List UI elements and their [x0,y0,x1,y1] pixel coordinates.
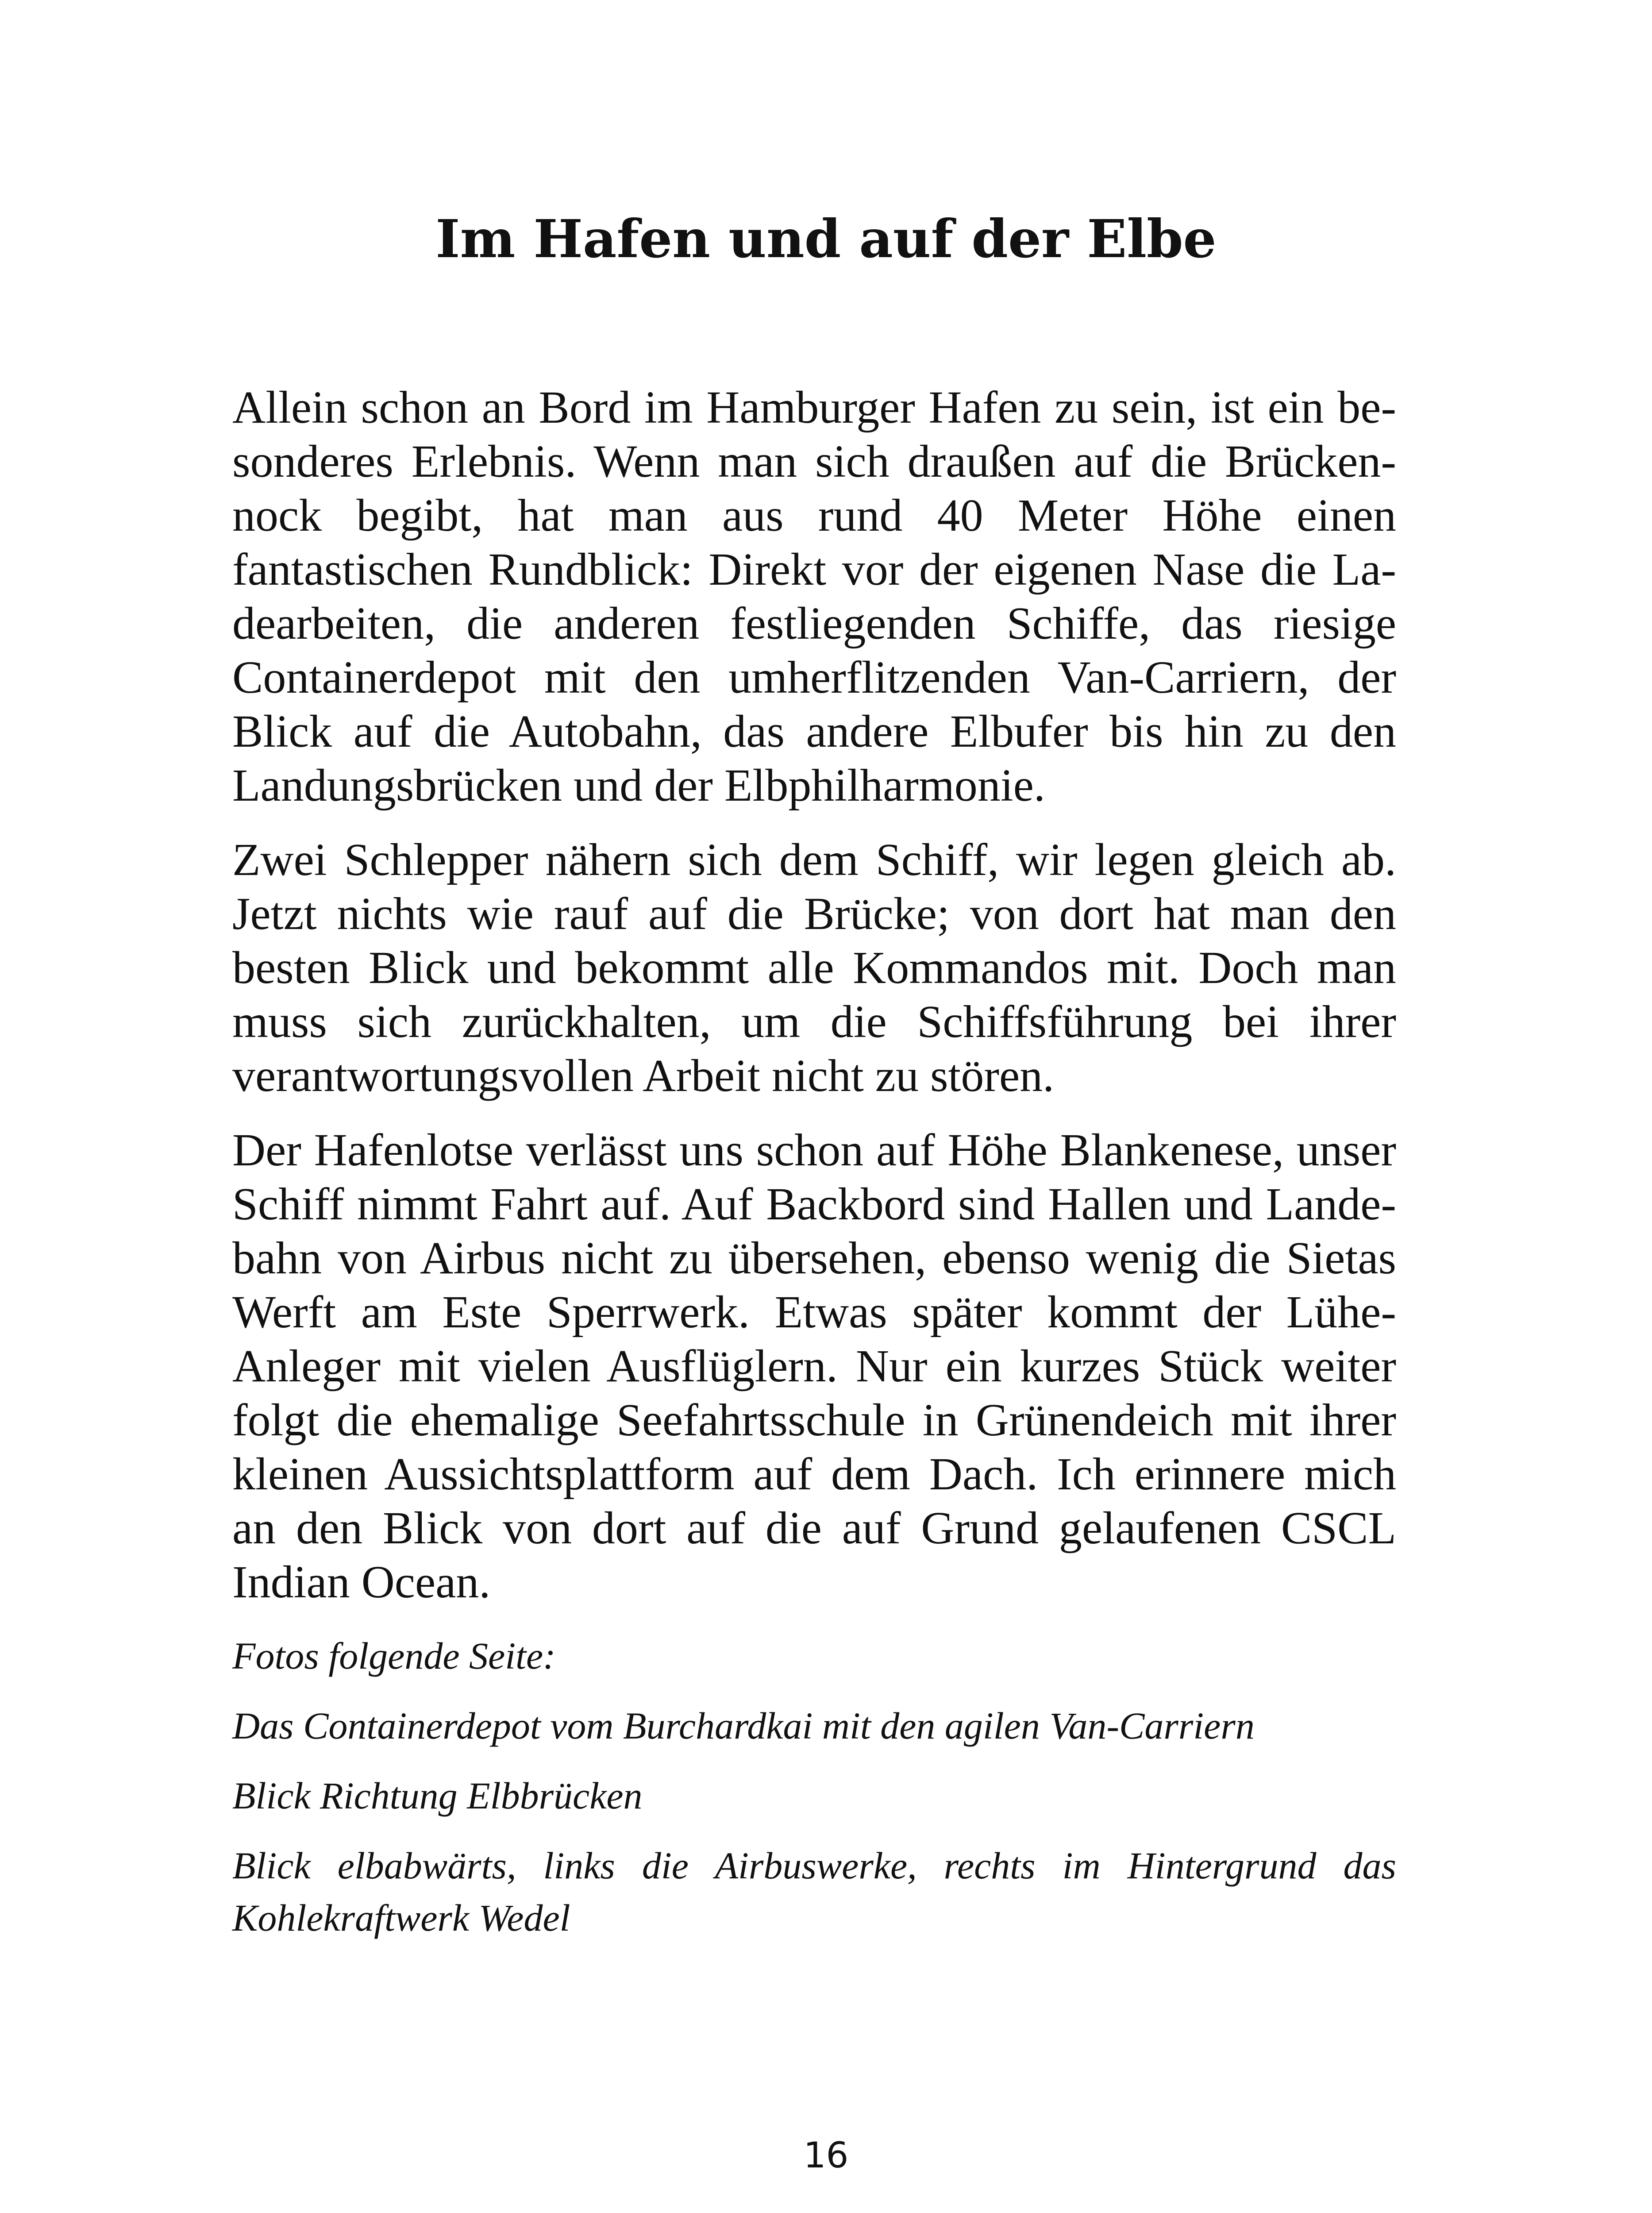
caption-photos-heading [232,1630,1396,1682]
text-line: Werft am Este Sperrwerk. Etwas später kommt der Lühe- [232,1287,1396,1338]
text-line: Allein schon an Bord im Hamburger Hafen zu sein, ist ein be- [232,382,1396,433]
caption-containerdepot [232,1700,1396,1752]
text-line: Landungsbrücken und der Elbphilharmonie. [232,760,1045,811]
text-line: muss sich zurückhalten, um die Schiffsführung bei ihrer [232,996,1396,1047]
text-line: Blick auf die Autobahn, das andere Elbufer bis hin zu den [232,706,1396,757]
text-line: nock begibt, hat man aus rund 40 Meter Höhe einen [232,490,1396,541]
text-line: folgt die ehemalige Seefahrtsschule in Grünendeich mit ihrer [232,1395,1396,1446]
caption-line: Fotos folgende Seite: [232,1635,556,1677]
text-line: Indian Ocean. [232,1557,491,1608]
text-line: Jetzt nichts wie rauf auf die Brücke; von dort hat man den [232,888,1396,939]
paragraph-3 [232,1123,1396,1609]
paragraph-1 [232,381,1396,813]
caption-line: Blick Richtung Elbbrücken [232,1774,643,1817]
caption-line: Blick elbabwärts, links die Airbuswerke, rechts im Hintergrund das [232,1844,1396,1887]
text-line: sonderes Erlebnis. Wenn man sich draußen auf die Brücken- [232,436,1396,487]
text-line: Der Hafenlotse verlässt uns schon auf Höhe Blankenese, unser [232,1125,1396,1176]
text-line: Containerdepot mit den umherflitzenden Van-Carriern, der [232,652,1396,703]
text-line: kleinen Aussichtsplattform auf dem Dach. Ich erinnere mich [232,1449,1396,1500]
text-line: dearbeiten, die anderen festliegenden Schiffe, das riesige [232,598,1396,649]
paragraph-2 [232,833,1396,1103]
text-line: besten Blick und bekommt alle Kommandos mit. Doch man [232,942,1396,993]
caption-line: Das Containerdepot vom Burchardkai mit den agilen Van-Carriern [232,1704,1255,1747]
caption-elbbruecken [232,1770,1396,1822]
text-line: fantastischen Rundblick: Direkt vor der eigenen Nase die La- [232,544,1396,595]
page-title: Im Hafen und auf der Elbe [435,208,1217,270]
caption-line: Kohlekraftwerk Wedel [232,1897,570,1939]
body-text [232,381,1396,1962]
text-line: Anleger mit vielen Ausflüglern. Nur ein kurzes Stück weiter [232,1341,1396,1392]
text-line: Zwei Schlepper nähern sich dem Schiff, wir legen gleich ab. [232,834,1396,885]
text-line: bahn von Airbus nicht zu übersehen, ebenso wenig die Sietas [232,1233,1396,1284]
page-number: 16 [803,2135,849,2176]
text-line: Schiff nimmt Fahrt auf. Auf Backbord sind Hallen und Lande- [232,1179,1396,1230]
caption-elbabwaerts [232,1839,1396,1944]
text-line: an den Blick von dort auf die auf Grund gelaufenen CSCL [232,1503,1396,1554]
text-line: verantwortungsvollen Arbeit nicht zu stören. [232,1050,1055,1101]
